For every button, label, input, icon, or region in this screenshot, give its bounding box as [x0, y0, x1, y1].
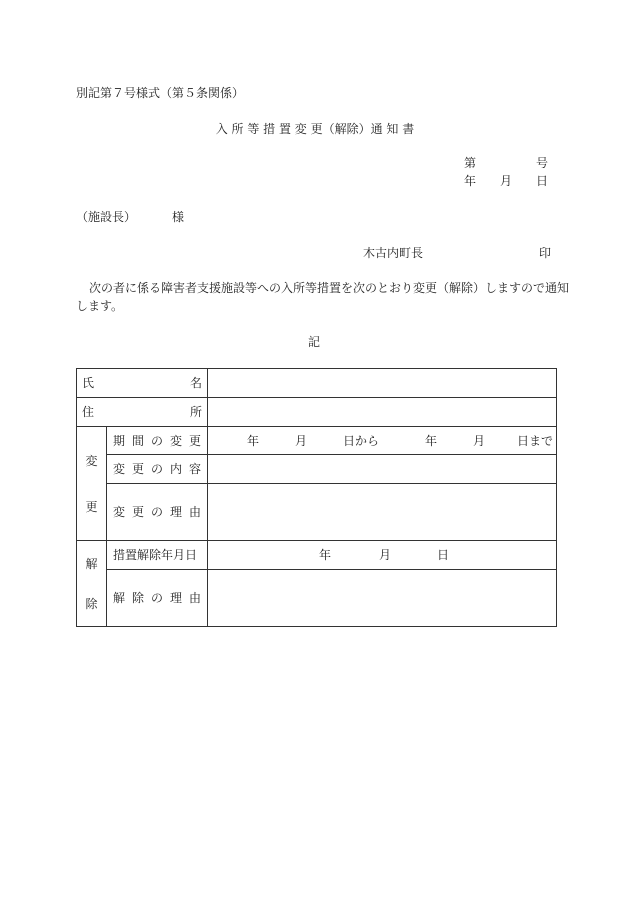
- body-text-line-1: 次の者に係る障害者支援施設等への入所等措置を次のとおり変更（解除）しますので通知: [89, 281, 570, 295]
- change-side-label: [77, 427, 107, 541]
- table-row: [77, 570, 557, 627]
- release-side-label: [77, 541, 107, 627]
- release-reason-value-cell[interactable]: [208, 570, 557, 627]
- period-start-month: 月: [295, 433, 308, 448]
- sender-title: 木古内町長: [363, 246, 424, 260]
- label-char: 由: [188, 505, 201, 519]
- release-month: 月: [379, 548, 392, 562]
- release-reason-label-cell: [107, 570, 208, 627]
- change-reason-label-cell: [107, 484, 208, 541]
- table-row: [77, 455, 557, 484]
- label-char: 除: [131, 591, 144, 605]
- content-change-value-cell[interactable]: [208, 455, 557, 484]
- label-char: 理: [169, 505, 182, 519]
- release-date-value-cell[interactable]: [208, 541, 557, 570]
- change-reason-value-cell[interactable]: [208, 484, 557, 541]
- period-change-label-cell: [107, 427, 208, 455]
- release-year: 年: [319, 548, 332, 562]
- addressee-label: （施設長）: [76, 210, 137, 224]
- document-date: 年 月 日: [463, 174, 548, 188]
- label-char: の: [150, 505, 163, 519]
- label-char: の: [150, 591, 163, 605]
- addressee-honorific: 様: [172, 210, 185, 224]
- name-value-cell[interactable]: [208, 369, 557, 398]
- label-char: 更: [131, 505, 144, 519]
- table-row: [77, 369, 557, 398]
- release-date-label-cell: [107, 541, 208, 570]
- address-label-cell: [77, 398, 208, 427]
- period-start-year: 年: [247, 433, 260, 448]
- period-end-month: 月: [473, 433, 486, 448]
- content-change-label-cell: [107, 455, 208, 484]
- name-label-char-2: 名: [189, 376, 202, 390]
- table-row: [77, 398, 557, 427]
- address-label-char-2: 所: [189, 405, 202, 419]
- label-char: 間: [131, 433, 144, 448]
- release-day: 日: [437, 548, 450, 562]
- change-side-char-1: 変: [85, 453, 98, 468]
- label-char: 内: [169, 462, 182, 476]
- period-start-day: 日から: [343, 433, 380, 448]
- label-char: 変: [113, 505, 126, 519]
- label-char: 更: [188, 433, 201, 448]
- label-char: 容: [188, 462, 201, 476]
- label-char: 期: [113, 433, 126, 448]
- label-char: 理: [169, 591, 182, 605]
- form-label: 別記第７号様式（第５条関係）: [76, 86, 245, 100]
- address-value-cell[interactable]: [208, 398, 557, 427]
- label-char: 変: [113, 462, 126, 476]
- name-label-char-1: 氏: [82, 376, 95, 390]
- table-row: [77, 484, 557, 541]
- period-change-value-cell[interactable]: [208, 427, 557, 455]
- notification-form-table: [76, 368, 557, 627]
- note-heading: 記: [308, 335, 321, 349]
- label-char: の: [150, 462, 163, 476]
- label-char: 解: [113, 591, 126, 605]
- table-row: [77, 427, 557, 455]
- document-title: 入 所 等 措 置 変 更（解除）通 知 書: [215, 122, 415, 136]
- name-label-cell: [77, 369, 208, 398]
- address-label-char-1: 住: [82, 405, 95, 419]
- label-char: の: [150, 433, 163, 448]
- period-end-day: 日まで: [517, 433, 554, 448]
- label-char: 変: [169, 433, 182, 448]
- release-side-char-1: 解: [85, 556, 98, 571]
- body-text-line-2: します。: [76, 299, 124, 313]
- document-number: 第 号: [463, 156, 548, 170]
- release-side-char-2: 除: [85, 596, 98, 611]
- label-char: 由: [188, 591, 201, 605]
- change-side-char-2: 更: [85, 499, 98, 514]
- period-end-year: 年: [425, 433, 438, 448]
- seal-mark: 印: [539, 246, 552, 260]
- release-date-label: 措置解除年月日: [113, 548, 198, 562]
- label-char: 更: [131, 462, 144, 476]
- table-row: [77, 541, 557, 570]
